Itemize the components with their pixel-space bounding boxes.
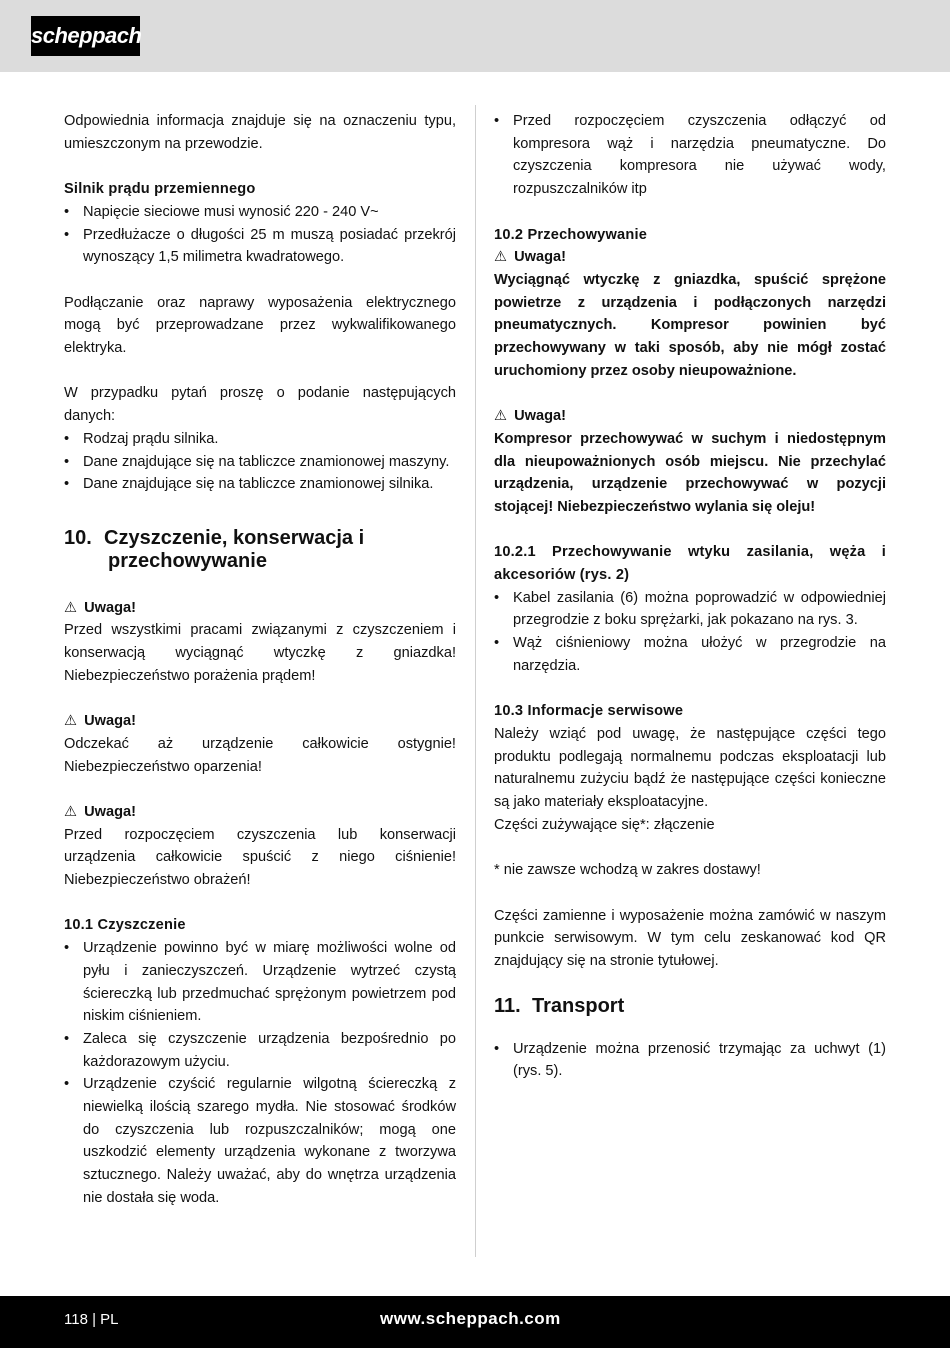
list-item: • Napięcie sieciowe musi wynosić 220 - 240 V~ — [64, 201, 456, 224]
page-header — [0, 0, 950, 72]
warning-triangle-icon: ⚠ — [494, 408, 508, 425]
warning-5-text: Kompresor przechowywać w suchym i niedostępnym dla nieupoważnionych osób miejscu. Nie przechylać urządzenia, urządzenie przechowywać w pozycji stojącej! Niebezpieczeństwo wylania się oleju! — [494, 430, 886, 515]
intro-text: Odpowiednia informacja znajduje się na oznaczeniu typu, umieszczonym na przewodzie. — [64, 113, 456, 152]
warning-4-text: Wyciągnąć wtyczkę z gniazdka, spuścić sprężone powietrze z urządzenia i podłączonych narzędzi pneumatycznych. Kompresor powinien być przechowywany w taki sposób, aby nie mógł zostać uruchomiony przez osoby nieupoważnione. — [494, 271, 886, 379]
warning-triangle-icon: ⚠ — [64, 599, 78, 616]
list-item: • Zaleca się czyszczenie urządzenia bezpośrednio po każdorazowym użyciu. — [64, 1028, 456, 1073]
page-footer — [0, 1296, 950, 1348]
section-10-1-heading: 10.1 Czyszczenie — [64, 917, 186, 934]
storage-list — [494, 587, 886, 678]
warning-label: Uwaga! — [84, 803, 136, 820]
warning-5 — [494, 405, 886, 428]
list-item: • Przedłużacze o długości 25 m muszą posiadać przekrój wynoszący 1,5 milimetra kwadratowego. — [64, 224, 456, 269]
warning-1 — [64, 597, 456, 620]
list-item: • Przed rozpoczęciem czyszczenia odłączyć od kompresora wąż i narzędzia pneumatyczne. Do czyszczenia kompresora nie używać wody, rozpuszczalników itp — [494, 110, 886, 201]
list-item: • Urządzenie powinno być w miarę możliwości wolne od pyłu i zanieczyszczeń. Urządzenie wytrzeć czystą ściereczką lub przedmuchać sprężonym powietrzem pod niskim ciśnieniem. — [64, 937, 456, 1028]
warning-label: Uwaga! — [514, 249, 566, 266]
list-item: • Wąż ciśnieniowy można ułożyć w przegrodzie na narzędzia. — [494, 632, 886, 677]
section-10-number: 10. — [64, 526, 92, 549]
spare-parts-text: Części zamienne i wyposażenie można zamówić w naszym punkcie serwisowym. W tym celu zeskanować kod QR znajdujący się na stronie tytułowej. — [494, 907, 886, 969]
section-10-3-heading: 10.3 Informacje serwisowe — [494, 703, 684, 720]
scheppach-logo: scheppach — [31, 16, 140, 56]
warning-triangle-icon: ⚠ — [494, 249, 508, 266]
section-11-title: Transport — [532, 994, 625, 1017]
list-item: • Kabel zasilania (6) można poprowadzić w odpowiedniej przegrodzie z boku sprężarki, jak pokazano na rys. 3. — [494, 587, 886, 632]
list-item: • Dane znajdujące się na tabliczce znamionowej silnika. — [64, 473, 456, 496]
questions-intro: W przypadku pytań proszę o podanie następujących danych: — [64, 385, 456, 425]
warning-4 — [494, 246, 886, 269]
section-11-heading — [494, 995, 886, 1018]
column-divider — [475, 105, 476, 1257]
warning-triangle-icon: ⚠ — [64, 713, 78, 730]
right-column — [494, 110, 886, 1083]
wear-parts-text: Części zużywające się*: złączenie — [494, 816, 715, 833]
website-link[interactable]: www.scheppach.com — [380, 1309, 561, 1328]
section-11-number: 11. — [494, 994, 521, 1017]
warning-triangle-icon: ⚠ — [64, 803, 78, 820]
warning-3 — [64, 801, 456, 824]
motor-heading: Silnik prądu przemiennego — [64, 181, 256, 198]
warning-3-text: Przed rozpoczęciem czyszczenia lub konserwacji urządzenia całkowicie spuścić z niego ciśnienie! Niebezpieczeństwo obrażeń! — [64, 826, 456, 888]
list-item: • Rodzaj prądu silnika. — [64, 428, 456, 451]
section-10-2-heading: 10.2 Przechowywanie — [494, 226, 648, 243]
list-item: • Dane znajdujące się na tabliczce znamionowej maszyny. — [64, 451, 456, 474]
cleaning-list-cont — [494, 110, 886, 201]
left-column — [64, 110, 456, 1210]
service-text: Należy wziąć pod uwagę, że następujące części tego produktu podlegają normalnemu podczas eksploatacji lub naturalnemu zużyciu bądź że następujące części konieczne są jako materiały eksploatacyjne. — [494, 725, 886, 811]
warning-label: Uwaga! — [84, 599, 136, 616]
warning-1-text: Przed wszystkimi pracami związanymi z czyszczeniem i konserwacją wyciągnąć wtyczkę z gniazdka! Niebezpieczeństwo porażenia prądem! — [64, 622, 456, 684]
page-number: 118 | PL — [64, 1311, 119, 1328]
warning-label: Uwaga! — [84, 713, 136, 730]
list-item: • Urządzenie można przenosić trzymając za uchwyt (1) (rys. 5). — [494, 1038, 886, 1083]
transport-list — [494, 1038, 886, 1083]
section-10-2-1-heading: 10.2.1 Przechowywanie wtyku zasilania, węża i akcesoriów (rys. 2) — [494, 544, 886, 584]
questions-list — [64, 428, 456, 496]
warning-label: Uwaga! — [514, 408, 566, 425]
warning-2-text: Odczekać aż urządzenie całkowicie ostygnie! Niebezpieczeństwo oparzenia! — [64, 735, 456, 775]
list-item: • Urządzenie czyścić regularnie wilgotną ściereczką z niewielką ilością szarego mydła. Nie stosować środków do czyszczenia lub rozpuszczalników; mogą one uszkodzić elementy urządzenia wykonane z tworzywa sztucznego. Należy uważać, aby do wnętrza urządzenia nie dostała się woda. — [64, 1073, 456, 1209]
section-10-title-line2: przechowywanie — [108, 549, 267, 572]
connection-text: Podłączanie oraz naprawy wyposażenia elektrycznego mogą być przeprowadzane przez wykwalifikowanego elektryka. — [64, 294, 456, 356]
warning-2 — [64, 710, 456, 733]
delivery-note: * nie zawsze wchodzą w zakres dostawy! — [494, 862, 761, 879]
section-10-heading — [64, 527, 456, 573]
section-10-title-line1: Czyszczenie, konserwacja i — [104, 526, 365, 549]
motor-list — [64, 201, 456, 269]
cleaning-list — [64, 937, 456, 1209]
